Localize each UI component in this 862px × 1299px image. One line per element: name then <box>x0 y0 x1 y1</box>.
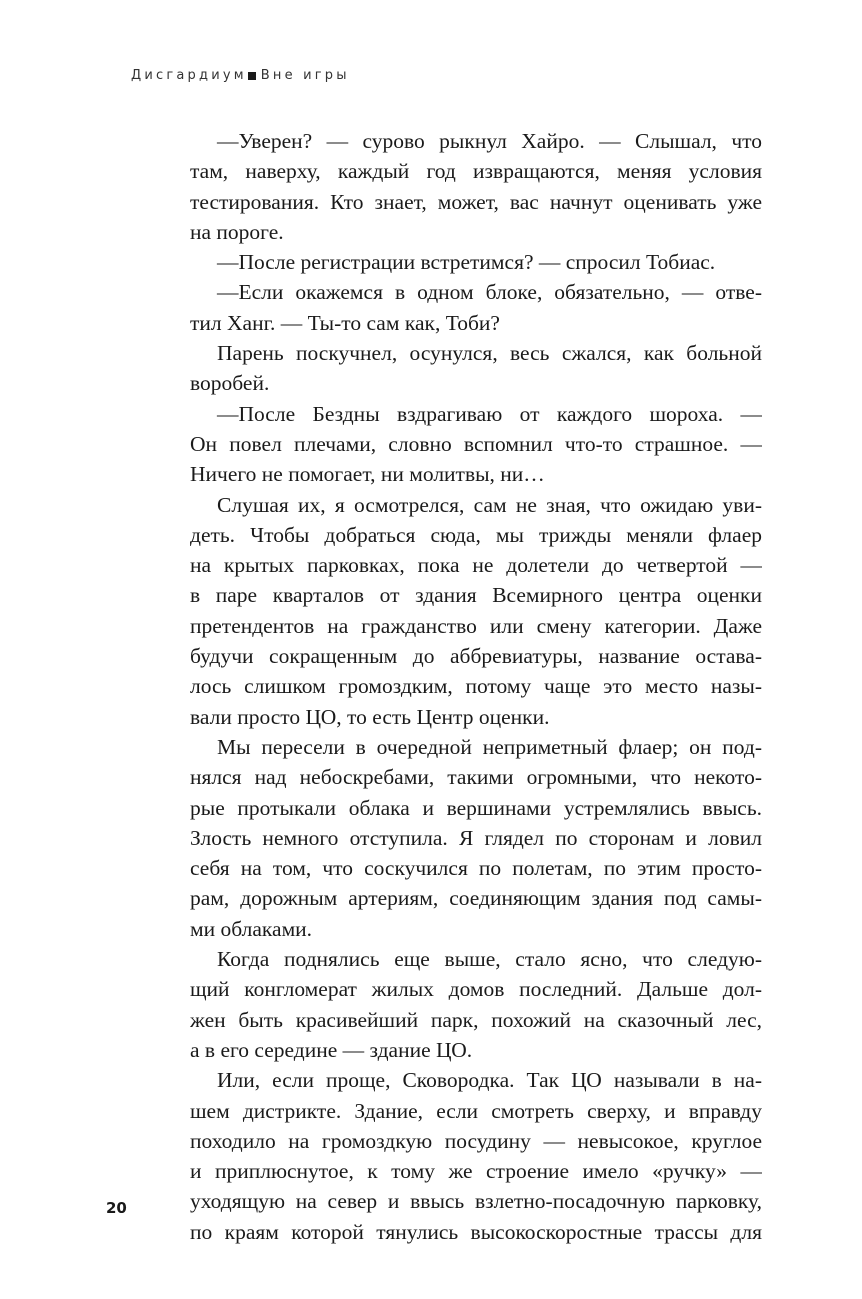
text-line: Ничего не помогает, ни молитвы, ни… <box>190 462 545 487</box>
text-line: нялся над небоскребами, такими огромными, что некото- <box>190 765 762 790</box>
text-line: деть. Чтобы добраться сюда, мы трижды меняли флаер <box>190 522 762 547</box>
text-line: шем дистрикте. Здание, если смотреть сверху, и вправду <box>190 1098 762 1123</box>
text-line: —После Бездны вздрагиваю от каждого шороха. — <box>217 401 762 426</box>
series-title: Дисгардиум <box>131 68 247 83</box>
text-line: рам, дорожным артериям, соединяющим здания под самы- <box>190 886 762 911</box>
text-line: —После регистрации встретимся? — спросил Тобиас. <box>217 250 716 275</box>
text-line: а в его середине — здание ЦО. <box>190 1037 473 1062</box>
text-line: тестирования. Кто знает, может, вас начнут оценивать уже <box>190 189 762 214</box>
text-line: Слушая их, я осмотрелся, сам не зная, что ожидаю уви- <box>217 492 762 517</box>
text-line: Когда поднялись еще выше, стало ясно, что следую- <box>217 947 762 972</box>
text-line: на пороге. <box>190 219 284 244</box>
text-line: там, наверху, каждый год извращаются, меняя условия <box>190 159 762 184</box>
text-line: Мы пересели в очередной неприметный флаер; он под- <box>217 734 762 759</box>
page-number: 20 <box>106 1199 127 1217</box>
text-line: Или, если проще, Сковородка. Так ЦО называли в на- <box>217 1068 762 1093</box>
text-line: щий конгломерат жилых домов последний. Дальше дол- <box>190 977 762 1002</box>
text-line: и приплюснутое, к тому же строение имело «ручку» — <box>190 1159 762 1184</box>
text-line: себя на том, что соскучился по полетам, по этим просто- <box>190 856 762 881</box>
text-line: —Если окажемся в одном блоке, обязательно, — отве- <box>217 280 762 305</box>
text-line: жен быть красивейший парк, похожий на сказочный лес, <box>190 1007 762 1032</box>
text-line: походило на громоздкую посудину — невысокое, круглое <box>190 1128 762 1153</box>
text-line: вали просто ЦО, то есть Центр оценки. <box>190 704 550 729</box>
running-head <box>131 66 350 86</box>
text-line: претендентов на гражданство или смену категории. Даже <box>190 613 762 638</box>
text-line: уходящую на север и ввысь взлетно-посадочную парковку, <box>190 1189 762 1214</box>
text-line: тил Ханг. — Ты-то сам как, Тоби? <box>190 310 500 335</box>
body-text <box>190 126 762 1247</box>
book-title: Вне игры <box>260 68 350 83</box>
text-line: по краям которой тянулись высокоскоростные трассы для <box>190 1219 762 1244</box>
text-line: —Уверен? — сурово рыкнул Хайро. — Слышал, что <box>217 129 762 153</box>
text-line: будучи сокращенным до аббревиатуры, название остава- <box>190 644 762 669</box>
text-line: на крытых парковках, пока не долетели до четвертой — <box>190 553 762 578</box>
text-line: рые протыкали облака и вершинами устремлялись ввысь. <box>190 795 762 820</box>
text-line: в паре кварталов от здания Всемирного центра оценки <box>190 583 762 608</box>
text-line: Он повел плечами, словно вспомнил что-то страшное. — <box>190 431 762 456</box>
text-line: Парень поскучнел, осунулся, весь сжался, как больной <box>217 341 762 366</box>
text-line: ми облаками. <box>190 916 313 941</box>
separator-square-icon <box>248 72 256 80</box>
text-line: лось слишком громоздким, потому чаще это место назы- <box>190 674 762 699</box>
text-line: Злость немного отступила. Я глядел по сторонам и ловил <box>190 825 762 850</box>
text-line: воробей. <box>190 371 270 396</box>
